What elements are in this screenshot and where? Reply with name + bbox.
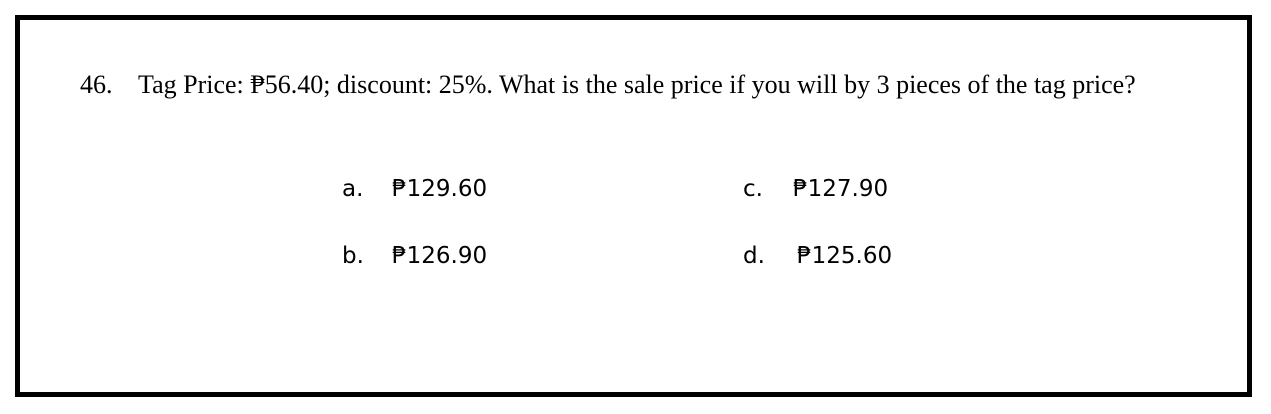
choice-letter: d.: [743, 243, 765, 269]
choice-value: ₱126.90: [392, 243, 488, 269]
choice-letter: a.: [342, 176, 364, 202]
choice-letter: c.: [743, 176, 763, 202]
choice-letter: b.: [342, 243, 364, 269]
question-number: 46.: [80, 70, 113, 99]
choice-value: ₱125.60: [797, 243, 893, 269]
choice-value: ₱129.60: [392, 176, 488, 202]
question-box: [15, 15, 1252, 397]
choice-value: ₱127.90: [793, 176, 889, 202]
question-text: Tag Price: ₱56.40; discount: 25%. What is the sale price if you will by 3 pieces of the tag price?: [138, 70, 1136, 99]
question-line: [80, 70, 1136, 100]
